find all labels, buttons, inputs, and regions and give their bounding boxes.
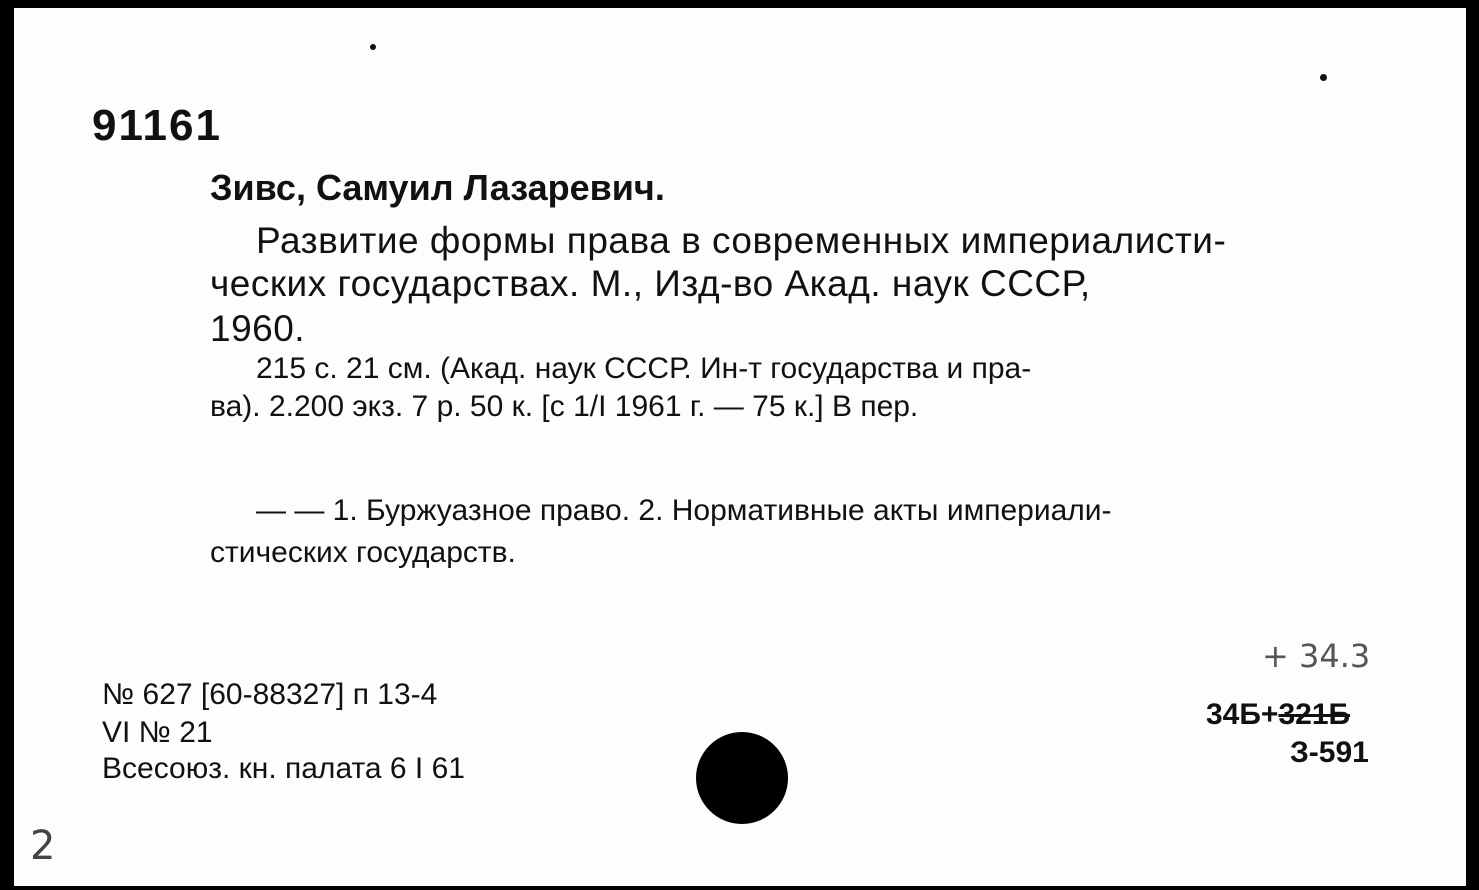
collation-line-2: ва). 2.200 экз. 7 р. 50 к. [с 1/I 1961 г. — 75 к.] В пер. bbox=[210, 390, 919, 423]
pencil-mark: 2 bbox=[30, 823, 56, 869]
author-heading: Зивс, Самуил Лазаревич. bbox=[210, 167, 665, 208]
title-line-2: ческих государствах. М., Изд-во Акад. наук СССР, bbox=[210, 263, 1091, 304]
speck-2 bbox=[1320, 74, 1327, 81]
title-line-1: Развитие формы права в современных империалисти- bbox=[256, 220, 1227, 261]
subject-line-1: — — 1. Буржуазное право. 2. Нормативные акты империали- bbox=[256, 494, 1112, 527]
footer-left-line-2: VI № 21 bbox=[102, 716, 213, 749]
inventory-number: 91161 bbox=[92, 101, 222, 150]
subject-line-2: стических государств. bbox=[210, 536, 516, 569]
speck-1 bbox=[370, 44, 376, 50]
author-mark: З-591 bbox=[1290, 736, 1369, 769]
classification-code bbox=[1206, 700, 1350, 730]
footer-left-line-3: Всесоюз. кн. палата 6 I 61 bbox=[102, 752, 465, 785]
collation-line-1: 215 с. 21 см. (Акад. наук СССР. Ин-т государства и пра- bbox=[256, 352, 1032, 385]
classification-prefix: 34Б+ bbox=[1206, 698, 1279, 731]
punch-hole bbox=[696, 732, 788, 824]
footer-left-line-1: № 627 [60-88327] п 13-4 bbox=[102, 678, 438, 711]
title-line-3: 1960. bbox=[210, 308, 306, 349]
handwritten-number: + 34.3 bbox=[1262, 637, 1371, 675]
catalog-card bbox=[14, 8, 1466, 886]
classification-struck: 321Б bbox=[1278, 698, 1351, 731]
